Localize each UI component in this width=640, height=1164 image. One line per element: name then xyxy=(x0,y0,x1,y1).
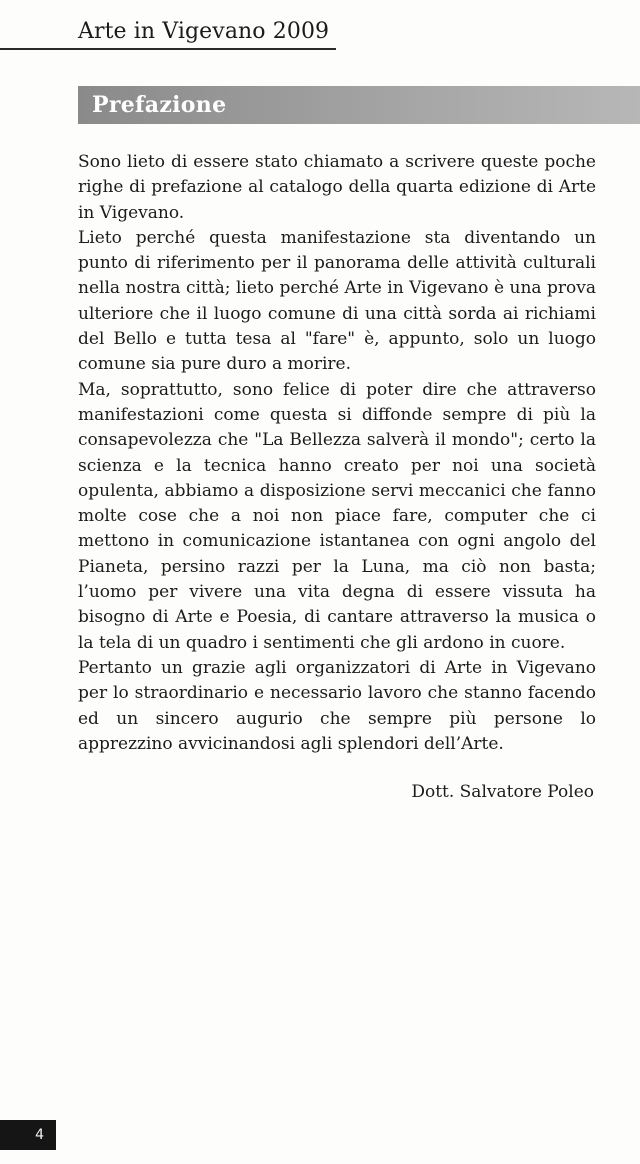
paragraph: Pertanto un grazie agli organizzatori di Arte in Vigevano per lo straordinario e necessario lavoro che stanno facendo ed un sincero augurio che sempre più persone lo apprezzino avvicinandosi agli splendori dell’Arte. xyxy=(78,657,596,754)
paragraph: Ma, soprattutto, sono felice di poter dire che attraverso manifestazioni come questa si diffonde sempre di più la consapevolezza che "La Bellezza salverà il mondo"; certo la scienza e la tecnica hanno creato per noi una società opulenta, abbiamo a disposizione servi meccanici che fanno molte cose che a noi non piace fare, computer che ci mettono in comunicazione istantanea con ogni angolo del Pianeta, persino razzi per la Luna, ma ciò non basta; l’uomo per vivere una vita degna di essere vissuta ha bisogno di Arte e Poesia, di cantare attraverso la musica o la tela di un quadro i sentimenti che gli ardono in cuore. xyxy=(78,379,596,653)
section-heading-bar xyxy=(78,86,640,124)
signature: Dott. Salvatore Poleo xyxy=(411,782,594,802)
page-number: 4 xyxy=(0,1120,56,1150)
running-header xyxy=(0,18,336,50)
paragraph: Lieto perché questa manifestazione sta diventando un punto di riferimento per il panorama delle attività culturali nella nostra città; lieto perché Arte in Vigevano è una prova ulteriore che il luogo comune di una città sorda ai richiami del Bello e tutta tesa al "fare" è, appunto, solo un luogo comune sia pure duro a morire. xyxy=(78,227,596,375)
header-title: Arte in Vigevano 2009 xyxy=(78,19,330,44)
preface-body xyxy=(78,150,596,757)
section-title: Prefazione xyxy=(92,92,227,118)
paragraph: Sono lieto di essere stato chiamato a scrivere queste poche righe di prefazione al catalogo della quarta edizione di Arte in Vigevano. xyxy=(78,152,596,223)
